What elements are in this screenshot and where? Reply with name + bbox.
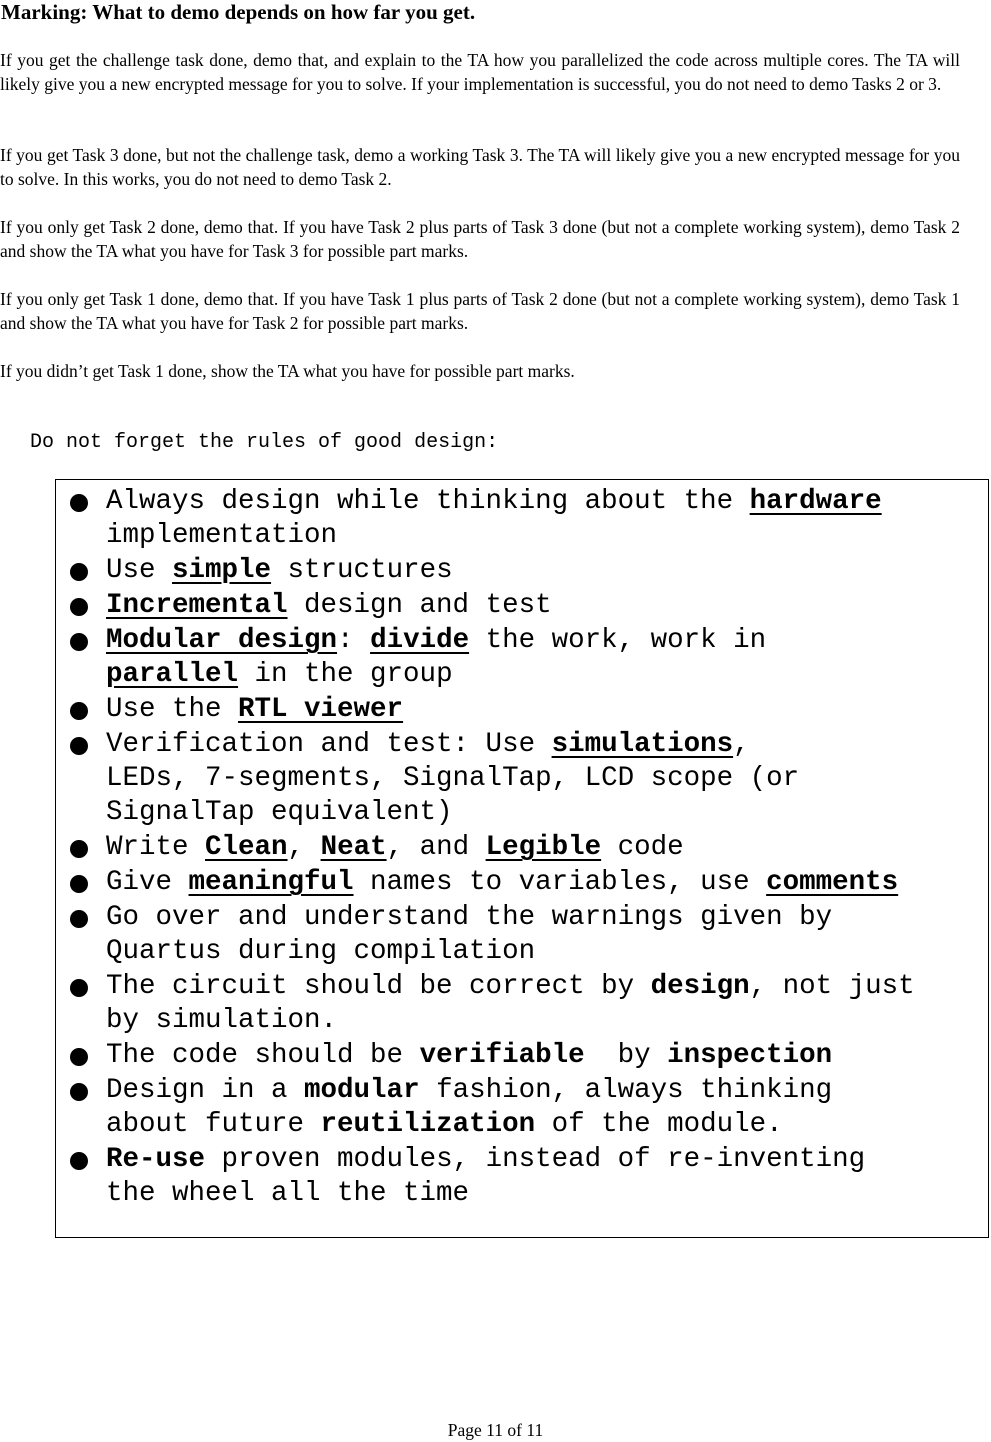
rule-text: Give: [106, 867, 189, 898]
rule-item: [56, 589, 990, 623]
rule-item: [56, 1074, 990, 1142]
rule-keyword: modular: [304, 1075, 420, 1106]
rule-text: Use the: [106, 694, 239, 725]
rule-item: [56, 901, 990, 969]
bullet-icon: [70, 1083, 88, 1101]
rule-keyword: comments: [766, 867, 899, 898]
rule-keyword: parallel: [106, 659, 239, 690]
rule-keyword: Incremental: [106, 590, 288, 621]
rule-text: by: [584, 1040, 668, 1071]
bullet-icon: [70, 1048, 88, 1066]
rule-keyword: reutilization: [320, 1109, 536, 1140]
rule-item: [56, 831, 990, 865]
rule-text: Write: [106, 832, 206, 863]
paragraph-challenge-task: If you get the challenge task done, demo that, and explain to the TA how you parallelized the code across multiple cores. The TA will likely give you a new encrypted message for you to solve. If your implementation is successful, you do not need to demo Tasks 2 or 3.: [0, 50, 960, 94]
rule-text: Always design while thinking about the: [106, 486, 750, 517]
rule-text: design and test: [287, 590, 552, 621]
rule-item: [56, 485, 990, 553]
rule-keyword: hardware: [749, 486, 882, 517]
rule-keyword: Legible: [485, 832, 602, 863]
rule-text: Design in a: [106, 1075, 305, 1106]
rule-text: in the group: [238, 659, 453, 690]
rule-item: [56, 624, 990, 692]
design-rules-box: [55, 479, 989, 1238]
rule-keyword: RTL viewer: [238, 694, 404, 725]
design-rules-list: [56, 485, 990, 1212]
bullet-icon: [70, 494, 88, 512]
rule-text: , LEDs, 7-segments, SignalTap, LCD scope (or SignalTap equivalent): [106, 729, 800, 828]
rule-item: [56, 693, 990, 727]
rule-text: , not just by simulation.: [106, 971, 915, 1036]
rule-item: [56, 1039, 990, 1073]
bullet-icon: [70, 840, 88, 858]
rule-keyword: simple: [172, 555, 272, 586]
rule-text: :: [337, 625, 371, 656]
rule-text: fashion, always thinking about future: [106, 1075, 833, 1140]
bullet-icon: [70, 875, 88, 893]
bullet-icon: [70, 737, 88, 755]
rule-keyword: inspection: [667, 1040, 833, 1071]
rule-item: [56, 728, 990, 830]
rule-text: of the module.: [535, 1109, 783, 1140]
bullet-icon: [70, 563, 88, 581]
rule-item: [56, 1143, 990, 1211]
rule-text: The code should be: [106, 1040, 420, 1071]
rule-text: Verification and test: Use: [106, 729, 552, 760]
bullet-icon: [70, 633, 88, 651]
rule-item: [56, 866, 990, 900]
rule-keyword: Clean: [205, 832, 288, 863]
rule-text: names to variables, use: [353, 867, 767, 898]
bullet-icon: [70, 1152, 88, 1170]
rule-item: [56, 554, 990, 588]
page-heading: Marking: What to demo depends on how far you get.: [1, 0, 476, 24]
rule-text: Use: [106, 555, 173, 586]
paragraph-task-3: If you get Task 3 done, but not the challenge task, demo a working Task 3. The TA will likely give you a new encrypted message for you to solve. In this works, you do not need to demo Task 2.: [0, 145, 960, 189]
bullet-icon: [70, 702, 88, 720]
rule-text: proven modules, instead of re-inventing the wheel all the time: [106, 1144, 866, 1209]
bullet-icon: [70, 979, 88, 997]
rule-keyword: simulations: [551, 729, 734, 760]
rule-text: implementation: [106, 520, 338, 551]
rule-keyword: Neat: [320, 832, 387, 863]
bullet-icon: [70, 598, 88, 616]
rule-keyword: divide: [370, 625, 470, 656]
rule-keyword: design: [650, 971, 750, 1002]
paragraph-task-2: If you only get Task 2 done, demo that. If you have Task 2 plus parts of Task 3 done (but not a complete working system), demo Task 2 and show the TA what you have for Task 3 for possible part marks.: [0, 217, 960, 261]
rule-keyword: Re-use: [106, 1144, 206, 1175]
rule-keyword: Modular design: [106, 625, 338, 656]
rule-text: Go over and understand the warnings given by Quartus during compilation: [106, 902, 833, 967]
rule-item: [56, 970, 990, 1038]
rule-text: ,: [287, 832, 321, 863]
paragraph-task-1: If you only get Task 1 done, demo that. If you have Task 1 plus parts of Task 2 done (but not a complete working system), demo Task 1 and show the TA what you have for Task 2 for possible part marks.: [0, 289, 960, 333]
rule-text: , and: [386, 832, 486, 863]
paragraph-no-task: If you didn’t get Task 1 done, show the TA what you have for possible part marks.: [0, 361, 575, 381]
rule-text: the work, work in: [485, 625, 767, 656]
rule-text: structures: [271, 555, 453, 586]
page-number: Page 11 of 11: [447, 1420, 544, 1440]
rule-text: code: [601, 832, 684, 863]
rule-keyword: verifiable: [419, 1040, 585, 1071]
design-rules-intro: Do not forget the rules of good design:: [30, 431, 499, 454]
bullet-icon: [70, 910, 88, 928]
rule-text: The circuit should be correct by: [106, 971, 651, 1002]
rule-keyword: meaningful: [188, 867, 354, 898]
